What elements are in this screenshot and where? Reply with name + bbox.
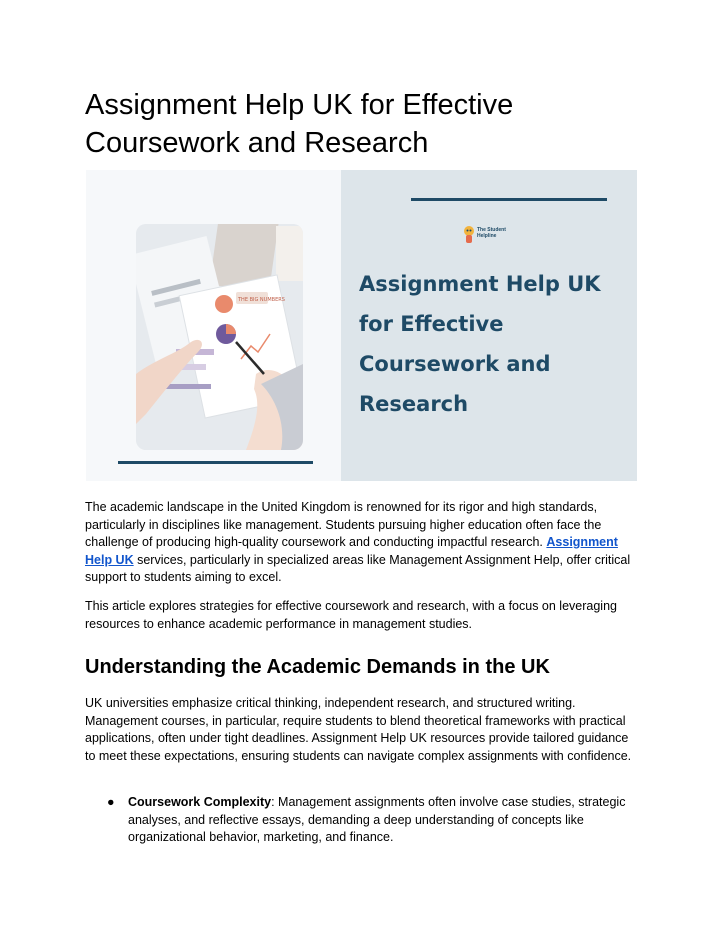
intro-paragraph (85, 499, 640, 587)
article-overview-paragraph: This article explores strategies for effective coursework and research, with a focus on leveraging resources to enhance academic performance in management studies. (85, 599, 617, 631)
assignment-help-uk-link[interactable]: Assignment Help UK (85, 535, 618, 567)
logo-line-1: The Student (477, 227, 506, 233)
section-body-paragraph: UK universities emphasize critical thinking, independent research, and structured writing. Management courses, in particular, require students to blend theoretical frameworks with practical applications, often under tight deadlines. Assignment Help UK resources provide tailored guidance to meet these expectations, ensuring students can navigate complex assignments with confidence. (85, 696, 632, 763)
brand-logo (461, 225, 521, 247)
photo-document-label: THE BIG NUMBERS (238, 297, 285, 303)
list-item-term: Coursework Complexity (128, 795, 272, 809)
list-item-description: : Management assignments often involve case studies, strategic analyses, and reflective essays, demanding a deep understanding of concepts like organizational behavior, marketing, and finance. (128, 795, 626, 844)
mascot-icon (461, 225, 477, 243)
banner-divider-top (411, 198, 607, 201)
bullet-icon: ● (107, 795, 115, 809)
section-heading: Understanding the Academic Demands in the UK (85, 656, 550, 678)
banner-divider-bottom (118, 461, 313, 464)
banner-text-panel (341, 170, 637, 481)
intro-text-end: services, particularly in specialized areas like Management Assignment Help, offer critical support to students aiming to excel. (85, 552, 631, 584)
banner-heading: Assignment Help UK for Effective Coursework and Research (359, 272, 601, 416)
intro-text-start: The academic landscape in the United Kingdom is renowned for its rigor and high standards, particularly in disciplines like management. Students pursuing higher education often face the challenge of producing high-quality coursework and conducting impactful research. (85, 500, 602, 549)
hero-banner (86, 170, 637, 481)
hero-photo (136, 224, 303, 450)
hero-photo-illustration (136, 224, 303, 450)
logo-line-2: Helpline (477, 233, 497, 239)
logo-wordmark (477, 227, 506, 239)
document-title: Assignment Help UK for Effective Coursework and Research (85, 89, 514, 159)
list-item-text (128, 794, 638, 847)
